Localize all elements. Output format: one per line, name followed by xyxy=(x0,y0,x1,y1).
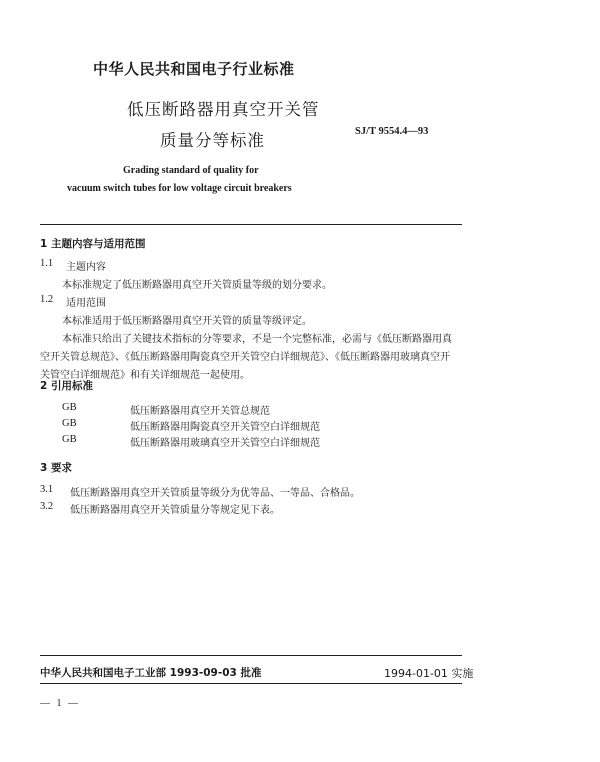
reference-code: GB xyxy=(62,418,77,429)
section-1-2-paragraph-line2: 空开关管总规范》、《低压断路器用陶瓷真空开关管空白详细规范》、《低压断路器用玻璃真空开 xyxy=(40,352,450,363)
issuing-body: 中华人民共和国电子行业标准 xyxy=(93,60,295,78)
approval-line: 中华人民共和国电子工业部 1993-09-03 批准 xyxy=(40,667,262,679)
reference-code: GB xyxy=(62,402,77,413)
document-title-line2: 质量分等标准 xyxy=(160,131,265,150)
reference-title: 低压断路器用陶瓷真空开关管空白详细规范 xyxy=(130,422,320,433)
section-3-2-text: 低压断路器用真空开关管质量分等规定见下表。 xyxy=(70,505,280,516)
section-3-1-number: 3.1 xyxy=(40,484,54,495)
section-1-2-text: 本标准适用于低压断路器用真空开关管的质量等级评定。 xyxy=(62,316,312,327)
footer-bottom-rule xyxy=(40,683,462,684)
section-3-1-text: 低压断路器用真空开关管质量等级分为优等品、一等品、合格品。 xyxy=(70,488,360,499)
reference-title: 低压断路器用玻璃真空开关管空白详细规范 xyxy=(130,438,320,449)
section-2-heading: 2 引用标准 xyxy=(40,380,93,392)
section-1-1-title: 主题内容 xyxy=(66,262,106,273)
section-3-heading: 3 要求 xyxy=(40,462,72,474)
english-title-line1: Grading standard of quality for xyxy=(123,165,259,176)
reference-code: GB xyxy=(62,434,77,445)
section-1-2-paragraph-line3: 关管空白详细规范》和有关详细规范一起使用。 xyxy=(40,370,250,381)
implementation-date: 1994-01-01 实施 xyxy=(384,667,474,680)
section-1-2-number: 1.2 xyxy=(40,294,54,305)
document-title-line1: 低压断路器用真空开关管 xyxy=(127,100,320,119)
standard-number: SJ/T 9554.4—93 xyxy=(355,126,429,137)
page-number: — 1 — xyxy=(40,698,80,709)
section-1-heading: 1 主题内容与适用范围 xyxy=(40,238,146,250)
section-1-2-paragraph-line1: 本标准只给出了关键技术指标的分等要求，不是一个完整标准，必需与《低压断路器用真 xyxy=(62,334,452,345)
reference-title: 低压断路器用真空开关管总规范 xyxy=(130,406,270,417)
header-divider xyxy=(40,224,462,225)
section-1-2-title: 适用范围 xyxy=(66,298,106,309)
section-3-2-number: 3.2 xyxy=(40,501,54,512)
footer-divider xyxy=(40,655,462,656)
english-title-line2: vacuum switch tubes for low voltage circuit breakers xyxy=(67,183,292,194)
section-1-1-number: 1.1 xyxy=(40,258,54,269)
section-1-1-text: 本标准规定了低压断路器用真空开关管质量等级的划分要求。 xyxy=(62,280,332,291)
